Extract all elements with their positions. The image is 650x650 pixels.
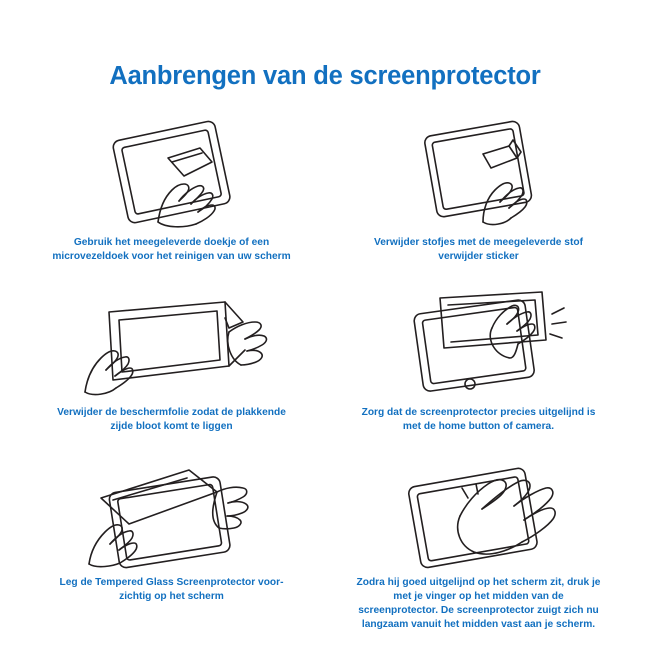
- pressing-center-of-protector-finger-icon: [325, 456, 632, 572]
- step-3-caption: Verwijder de beschermfolie zodat de plakkende zijde bloot komt te liggen: [57, 407, 286, 433]
- step-5-caption: Leg de Tempered Glass Screenprotector voor-zichtig op het scherm: [59, 577, 284, 603]
- step-4: [325, 286, 632, 456]
- step-1-caption: Gebruik het meegeleverde doekje of een microvezeldoek voor het reinigen van uw scherm: [52, 237, 291, 263]
- step-6: [325, 456, 632, 642]
- step-2: [325, 116, 632, 286]
- step-2-caption: Verwijder stofjes met de meegeleverde stof verwijder sticker: [374, 237, 583, 263]
- aligning-protector-with-home-button-icon: [325, 286, 632, 402]
- page-title: Aanbrengen van de screenprotector: [109, 62, 541, 90]
- peeling-protective-film-hand-icon: [18, 286, 325, 402]
- tablet-with-dust-sticker-and-hand-icon: [325, 116, 632, 232]
- step-3: [18, 286, 325, 456]
- tablet-with-cloth-and-hand-icon: [18, 116, 325, 232]
- step-5: [18, 456, 325, 642]
- steps-grid: [0, 116, 650, 642]
- step-6-caption: Zodra hij goed uitgelijnd op het scherm zit, druk je met je vinger op het midden van de screenprotector. De screenprotector zuigt zich nu langzaam vanuit het midden vast aan je scherm.: [356, 577, 601, 631]
- step-1: [18, 116, 325, 286]
- placing-tempered-glass-on-screen-icon: [18, 456, 325, 572]
- step-4-caption: Zorg dat de screenprotector precies uitgelijnd is met de home button of camera.: [361, 407, 596, 433]
